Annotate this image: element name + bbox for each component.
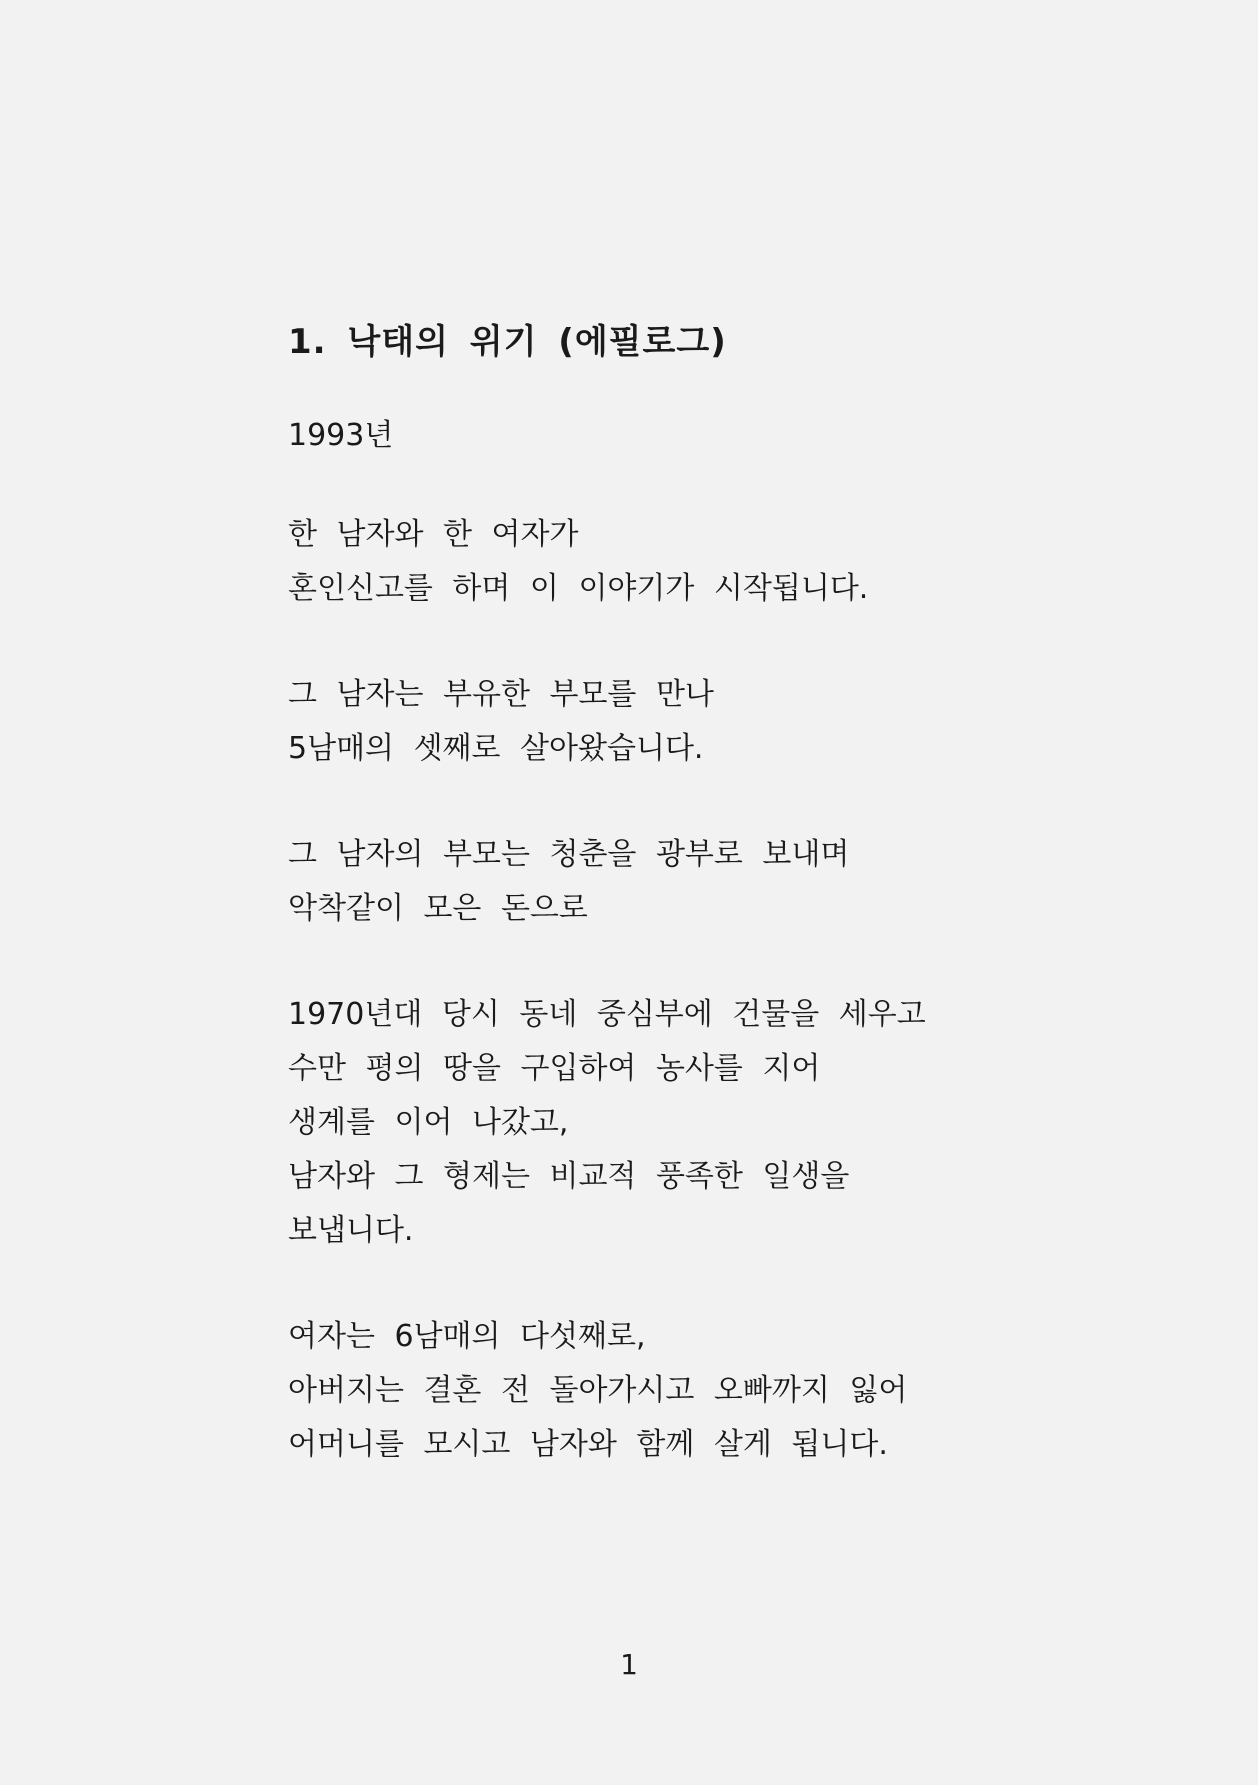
paragraph-line: 1970년대 당시 동네 중심부에 건물을 세우고 (288, 997, 926, 1032)
paragraph-line: 그 남자는 부유한 부모를 만나 (288, 677, 714, 712)
paragraph-line: 생계를 이어 나갔고, (288, 1105, 569, 1140)
paragraph-line: 혼인신고를 하며 이 이야기가 시작됩니다. (288, 571, 869, 606)
paragraph-line: 아버지는 결혼 전 돌아가시고 오빠까지 잃어 (288, 1373, 908, 1408)
year-heading: 1993년 (288, 418, 394, 453)
chapter-title: 1. 낙태의 위기 (에필로그) (288, 322, 727, 362)
page-number: 1 (620, 1648, 638, 1681)
paragraph-line: 5남매의 셋째로 살아왔습니다. (288, 731, 704, 766)
document-body (288, 318, 1048, 1472)
paragraph-1 (288, 508, 1048, 616)
paragraph-line: 어머니를 모시고 남자와 함께 살게 됩니다. (288, 1427, 888, 1462)
paragraph-line: 그 남자의 부모는 청춘을 광부로 보내며 (288, 837, 850, 872)
paragraph-3 (288, 828, 1048, 936)
paragraph-line: 수만 평의 땅을 구입하여 농사를 지어 (288, 1051, 821, 1086)
paragraph-line: 남자와 그 형제는 비교적 풍족한 일생을 (288, 1159, 850, 1194)
paragraph-line: 여자는 6남매의 다섯째로, (288, 1319, 646, 1354)
paragraph-line: 보냅니다. (288, 1213, 414, 1248)
paragraph-4 (288, 988, 1048, 1258)
paragraph-line: 한 남자와 한 여자가 (288, 517, 579, 552)
paragraph-2 (288, 668, 1048, 776)
paragraph-5 (288, 1310, 1048, 1472)
paragraph-line: 악착같이 모은 돈으로 (288, 891, 588, 926)
